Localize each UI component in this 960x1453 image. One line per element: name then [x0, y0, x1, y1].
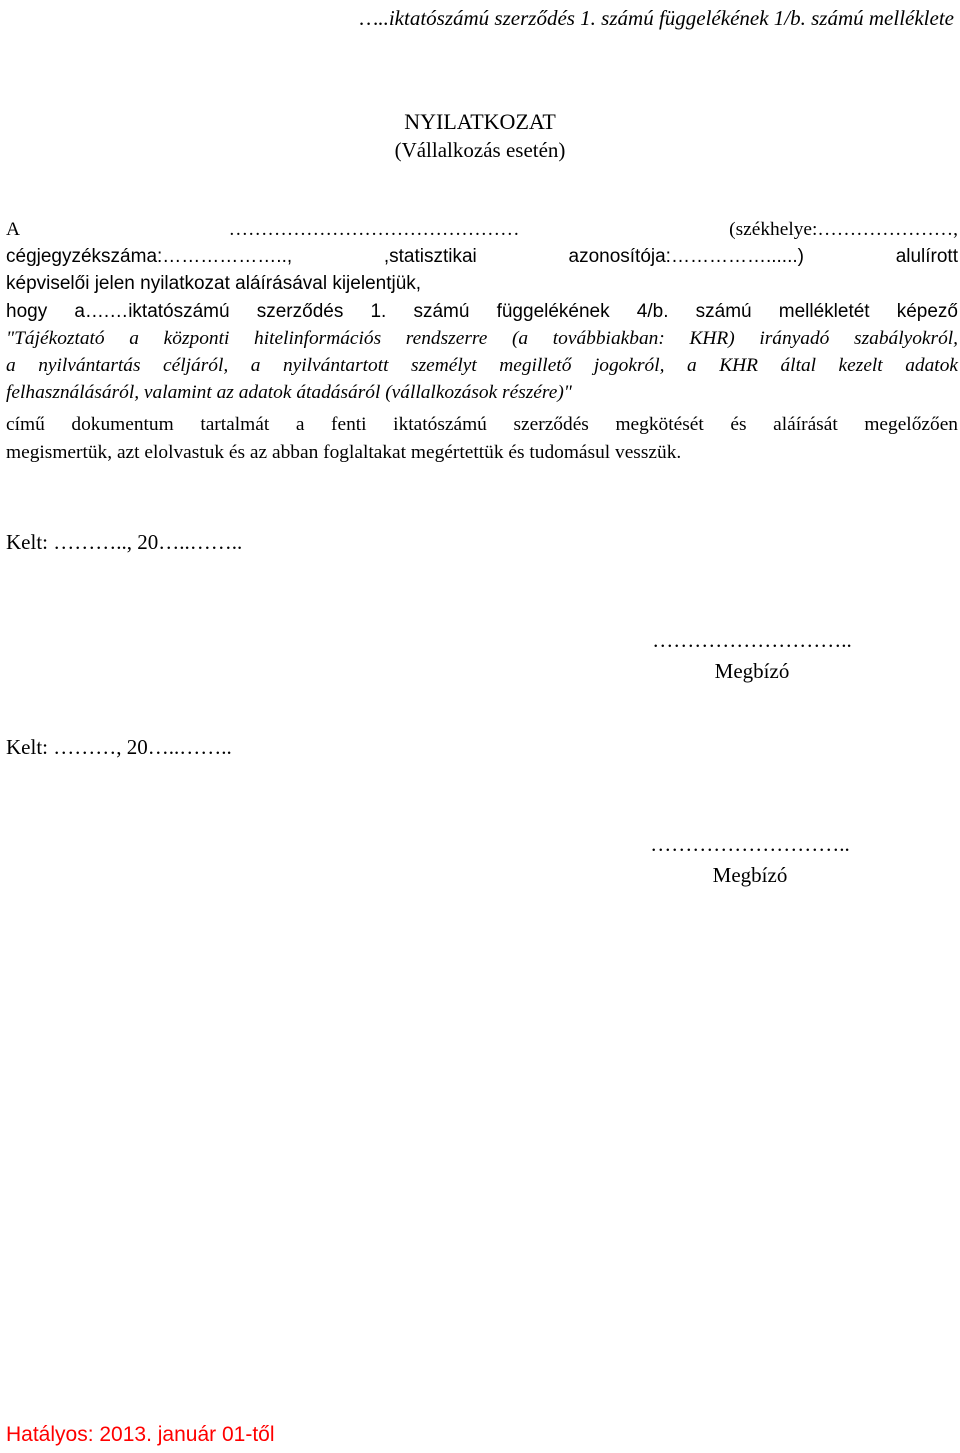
signature-block-2	[590, 829, 910, 891]
declaration-line-representatives: képviselői jelen nyilatkozat aláírásával kijelentjük,	[6, 273, 422, 295]
declaration-company-prefix: A	[6, 219, 19, 240]
document-title-line-1: "Tájékoztató a központi hitelinformációs rendszerre (a továbbiakban: KHR) irányadó szabályokról,	[6, 327, 958, 349]
declaration-line-contract	[6, 298, 958, 325]
signature-role-2: Megbízó	[712, 863, 788, 887]
contract-reference: hogy a….…iktatószámú szerződés 1. számú függelékének 4/b.	[6, 300, 669, 322]
declaration-line-registration	[6, 243, 958, 270]
headquarters-blank: (székhelye:…………………,	[729, 219, 958, 240]
statistical-label: ,statisztikai	[383, 246, 477, 268]
effective-date-footer: Hatályos: 2013. január 01-től	[6, 1423, 275, 1446]
date-place-field-2: Kelt: ………, 20…..……..	[6, 735, 232, 759]
closing-line-1: című dokumentum tartalmát a fenti iktatószámú szerződés megkötését és aláírását megelőzően	[6, 414, 958, 436]
signature-role-1: Megbízó	[714, 659, 790, 683]
declaration-line-company	[6, 216, 958, 243]
annex-reference: …..iktatószámú szerződés 1. számú függelékének 1/b. számú melléklete	[359, 6, 954, 30]
annex-forming-text: számú mellékletét képező	[695, 300, 958, 322]
signature-block-1	[592, 625, 912, 687]
statistical-id-blank: azonosítója:……………......)	[568, 246, 804, 268]
undersigned-label: alulírott	[895, 246, 958, 268]
signature-line-2: ………………………..	[650, 832, 850, 856]
document-title-line-2: a nyilvántartás céljáról, a nyilvántartott személyt megillető jogokról, a KHR által kezelt adatok	[6, 355, 958, 377]
document-subtitle: (Vállalkozás esetén)	[394, 138, 566, 162]
declaration-body	[6, 216, 958, 466]
closing-line-2: megismertük, azt elolvastuk és az abban foglaltakat megértettük és tudomásul vesszük.	[6, 441, 682, 463]
document-title-line-3: felhasználásáról, valamint az adatok átadásáról (vállalkozások részére)"	[6, 382, 572, 404]
document-title: NYILATKOZAT	[404, 109, 556, 134]
registration-number-blank: cégjegyzékszáma:………………..,	[6, 246, 293, 268]
date-place-field-1: Kelt: ……….., 20…..……..	[6, 530, 243, 554]
title-block	[0, 107, 960, 163]
company-name-blank: ………………………………………	[228, 219, 520, 240]
signature-line-1: ………………………..	[652, 628, 852, 652]
